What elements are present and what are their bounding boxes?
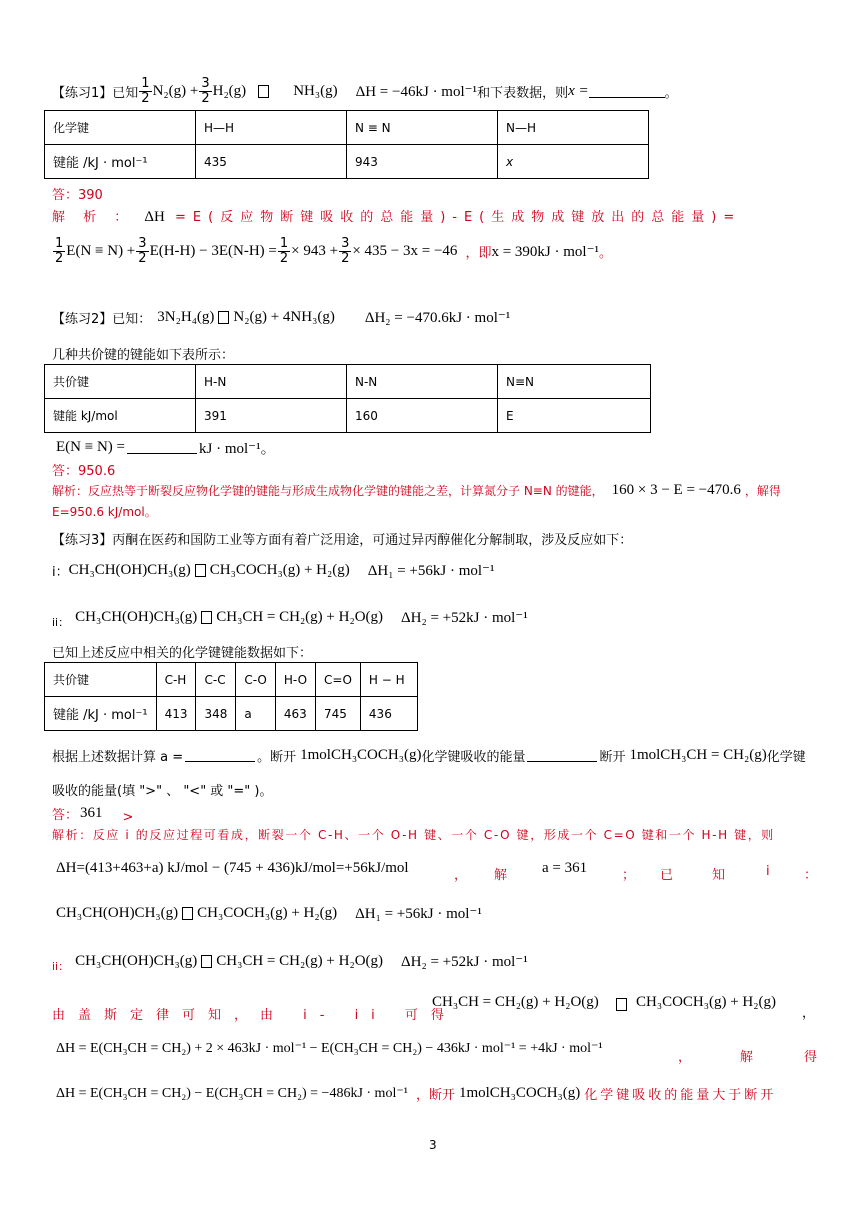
exercise-2-blank-line: E(N ≡ N) = kJ · mol⁻¹。 bbox=[56, 439, 276, 457]
analysis-reaction-ii: ii： CH₃CH(OH)CH₃(g) CH₃CH = CH₂(g) + H₂O(g) ΔH₂ = +52kJ · mol⁻¹ bbox=[52, 952, 528, 973]
analysis-1-calc: $\frac{1}{2}$ E(N ≡ N) + $\frac{3}{2}$ E(H-H) − 3E(N-H) = $\frac{1}{2}$ × 943 + $\frac{3}{2}$ × 435 − 3x = −46 ，即 x = 390kJ · mol⁻¹ 。 bbox=[55, 235, 613, 266]
page-number: 3 bbox=[429, 1138, 437, 1152]
reaction-i: i： CH₃CH(OH)CH₃(g) CH₃COCH₃(g) + H₂(g) ΔH₁ = +56kJ · mol⁻¹ bbox=[52, 562, 495, 580]
analysis-2: 解析：反应热等于断裂反应物化学键的键能与形成生成物化学键的键能之差，计算氮分子 N≡N 的键能， 160 × 3 − E = −470.6 ，解得 bbox=[52, 482, 781, 498]
fraction: $\frac{3}{2}$ bbox=[201, 75, 210, 106]
hess-law-line: 由盖斯定律可知，由 i- ii 可得 CH₃CH = CH₂(g) + H₂O(g) CH₃COCH₃(g) + H₂(g) ， bbox=[52, 994, 816, 1023]
reversible-arrow-placeholder bbox=[218, 311, 229, 324]
analysis-3-line1: 解析：反应 i 的反应过程可看成，断裂一个 C-H、一个 O-H 键、一个 C-O 键，形成一个 C=O 键和一个 H-H 键，则 bbox=[52, 828, 775, 842]
exercise-label: 【练习2】 bbox=[52, 312, 113, 327]
reversible-arrow-placeholder bbox=[201, 955, 212, 968]
answer-blank bbox=[589, 85, 665, 98]
analysis-3-calc: ΔH=(413+463+a) kJ/mol − (745 + 436)kJ/mol=+56kJ/mol ， 解 a = 361 ； 已 知 i ： bbox=[56, 860, 818, 883]
reversible-arrow-placeholder bbox=[195, 564, 206, 577]
reversible-arrow-placeholder bbox=[182, 907, 193, 920]
answer-blank bbox=[527, 749, 597, 762]
answer-2: 答：950.6 bbox=[52, 464, 116, 479]
answer-blank bbox=[185, 749, 255, 762]
answer-blank bbox=[127, 441, 197, 454]
bond-energy-table-2: 共价键 H-N N-N N≡N 键能 kJ/mol 391 160 E bbox=[44, 364, 651, 433]
bond-energy-table-3: 共价键 C-H C-C C-O H-O C=O H − H 键能 /kJ · mol⁻¹ 413 348 a 463 745 436 bbox=[44, 662, 418, 731]
analysis-1-line1: 解 析 ： ΔH =E(反应物断键吸收的总能量)-E(生成物成键放出的总能量)= bbox=[52, 209, 742, 225]
reversible-arrow-placeholder bbox=[201, 611, 212, 624]
exercise-3-question: 根据上述数据计算 a = 。断开 1molCH₃COCH₃(g) 化学键吸收的能量 断开 1molCH₃CH = CH₂(g) 化学键 bbox=[52, 747, 806, 765]
analysis-2-result: E=950.6 kJ/mol。 bbox=[52, 505, 157, 519]
answer-3: 答： 361 > bbox=[52, 805, 134, 825]
analysis-calc-a: ΔH = E(CH₃CH = CH₂) + 2 × 463kJ · mol⁻¹ − E(CH₃CH = CH₂) − 436kJ · mol⁻¹ = +4kJ · mol⁻¹ ， 解 得 bbox=[56, 1041, 818, 1065]
bond-energy-table-1: 化学键 H—H N ≡ N N—H 键能 /kJ · mol⁻¹ 435 943 x bbox=[44, 110, 649, 179]
reversible-arrow-placeholder bbox=[616, 998, 627, 1011]
analysis-calc-b: ΔH = E(CH₃CH = CH₂) − E(CH₃CH = CH₂) = −486kJ · mol⁻¹ ，断开 1molCH₃COCH₃(g) 化学键吸收的能量大于断开 bbox=[56, 1085, 777, 1103]
exercise-2-question: 【练习2】 已知： 3N₂H₄(g) N₂(g) + 4NH₃(g) ΔH₂ = −470.6kJ · mol⁻¹ bbox=[52, 309, 511, 327]
exercise-1-question: 【练习1】 已知 $\frac{1}{2}$ N₂(g) + $\frac{3}{2}$ H₂(g) NH₃(g) ΔH = −46kJ · mol⁻¹ 和下表数据，则 x = 。 bbox=[52, 75, 678, 106]
reaction-ii: ii： CH₃CH(OH)CH₃(g) CH₃CH = CH₂(g) + H₂O(g) ΔH₂ = +52kJ · mol⁻¹ bbox=[52, 608, 528, 629]
table-3-intro: 已知上述反应中相关的化学键键能数据如下： bbox=[52, 646, 313, 661]
exercise-3-intro: 【练习3】丙酮在医药和国防工业等方面有着广泛用途，可通过异丙醇催化分解制取，涉及反应如下： bbox=[52, 533, 633, 548]
analysis-reaction-i: CH₃CH(OH)CH₃(g) CH₃COCH₃(g) + H₂(g) ΔH₁ = +56kJ · mol⁻¹ bbox=[56, 905, 482, 922]
fraction: $\frac{1}{2}$ bbox=[141, 75, 150, 106]
exercise-label: 【练习3】 bbox=[52, 533, 113, 548]
exercise-3-question-cont: 吸收的能量(填 ">" 、 "<" 或 "=" )。 bbox=[52, 784, 273, 799]
reversible-arrow-placeholder bbox=[258, 85, 269, 98]
exercise-label: 【练习1】 bbox=[52, 85, 113, 101]
answer-1: 答：390 bbox=[52, 188, 103, 203]
exercise-2-intro: 几种共价键的键能如下表所示： bbox=[52, 348, 235, 363]
